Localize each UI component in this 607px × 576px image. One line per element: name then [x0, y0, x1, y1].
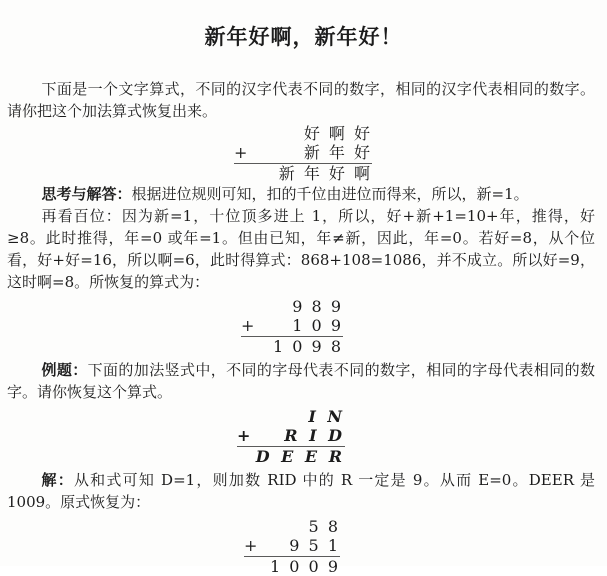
example-text: 下面的加法竖式中，不同的字母代表不同的数字，相同的字母代表相同的数字。请你恢复这个算式。	[7, 361, 595, 401]
solution-text: 从和式可知 D=1，则加数 RID 中的 R 一定是 9。从而 E=0。DEER 是 1009。原式恢复为：	[7, 471, 595, 511]
analysis-label: 思考与解答：	[41, 185, 132, 203]
solution-label: 解：	[41, 471, 74, 489]
page-title: 新年好啊，新年好！	[204, 24, 403, 49]
vertical-addition-numeric	[241, 297, 343, 356]
addend-bottom-row	[234, 143, 372, 164]
plus-operator: +	[241, 316, 257, 335]
solution-paragraph	[7, 469, 595, 513]
vertical-addition-final	[244, 517, 340, 576]
addend-top: 5 8	[308, 517, 340, 536]
addend-bottom: R I D	[284, 426, 345, 445]
intro-paragraph: 下面是一个文字算式，不同的汉字代表不同的数字，相同的汉字代表相同的数字。请你把这个加法算式恢复出来。	[7, 80, 595, 120]
addend-bottom-row	[244, 536, 340, 557]
example-label: 例题：	[41, 361, 88, 379]
addend-top: 好 啊 好	[303, 124, 372, 143]
sum-row: D E E R	[255, 447, 345, 466]
addend-top: 9 8 9	[292, 297, 343, 316]
addend-bottom-row	[237, 426, 345, 447]
addend-bottom: 新 年 好	[303, 143, 372, 162]
analysis-paragraph	[7, 183, 595, 205]
plus-operator: +	[237, 426, 254, 445]
plus-operator: +	[234, 143, 250, 162]
sum-row: 1 0 0 9	[270, 557, 340, 576]
addend-bottom: 1 0 9	[292, 316, 343, 335]
example-paragraph	[7, 359, 595, 403]
addend-bottom-row	[241, 316, 343, 337]
analysis-paragraph-2: 再看百位：因为新=1，十位顶多进上 1，所以，好+新+1=10+年，推得，好≥8。此时推得，年=0 或年=1。但由已知，年≠新，因此，年=0。若好=8，从个位看，好+好=16，所以啊=6，此时得算式：868+108=1086，并不成立。所以好=9，这时啊=8。所恢复的算式为：	[7, 207, 595, 291]
analysis-text: 根据进位规则可知，扣的千位由进位而得来，所以，新=1。	[131, 185, 529, 203]
vertical-addition-chinese	[234, 124, 372, 183]
vertical-addition-letters	[237, 407, 345, 466]
sum-row: 1 0 9 8	[273, 337, 343, 356]
sum-row: 新 年 好 啊	[278, 164, 372, 183]
plus-operator: +	[244, 536, 260, 555]
addend-bottom: 9 5 1	[289, 536, 340, 555]
addend-top: I N	[308, 407, 345, 426]
